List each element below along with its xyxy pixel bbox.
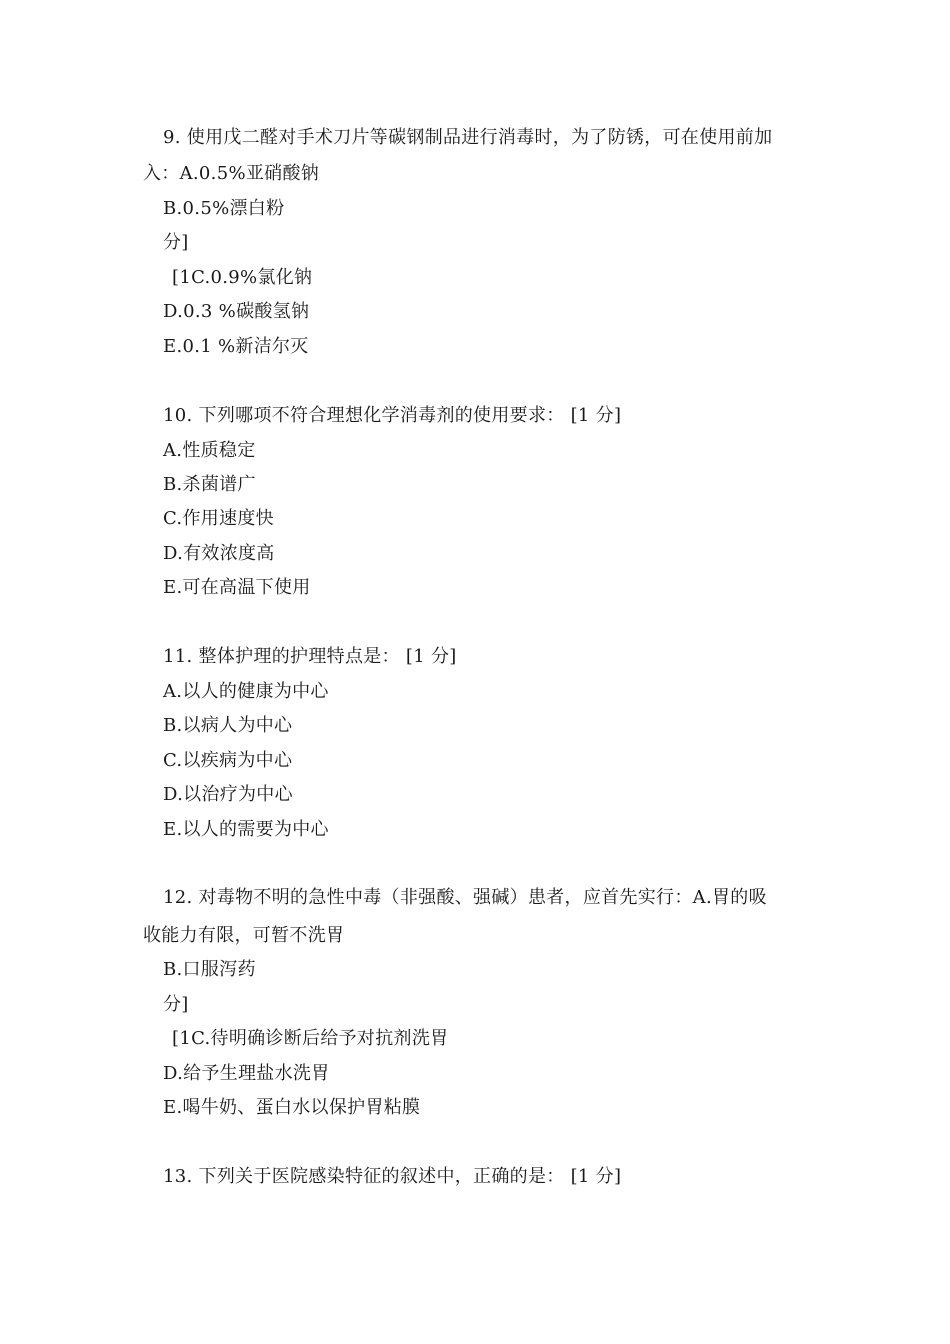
- q12-stem-line1: 12. 对毒物不明的急性中毒（非强酸、强碱）患者，应首先实行：A.胃的吸: [163, 887, 767, 908]
- q11-option-a: A.以人的健康为中心: [163, 681, 329, 702]
- q11-option-c: C.以疾病为中心: [163, 750, 293, 771]
- q10-option-b: B.杀菌谱广: [163, 474, 256, 495]
- q12-option-c: [1C.待明确诊断后给予对抗剂洗胃: [172, 1028, 449, 1049]
- q10-option-c: C.作用速度快: [163, 508, 274, 529]
- q12-option-d: D.给予生理盐水洗胃: [163, 1063, 330, 1084]
- q11-option-d: D.以治疗为中心: [163, 784, 293, 805]
- q12-stem-line2: 收能力有限，可暂不洗胃: [143, 925, 345, 946]
- q12-score-tail: 分]: [163, 994, 189, 1015]
- q12-option-e: E.喝牛奶、蛋白水以保护胃粘膜: [163, 1097, 421, 1118]
- q9-option-c: [1C.0.9%氯化钠: [172, 267, 313, 288]
- q9-stem-line1: 9. 使用戊二醛对手术刀片等碳钢制品进行消毒时，为了防锈，可在使用前加: [163, 127, 773, 148]
- q11-stem: 11. 整体护理的护理特点是： [1 分]: [163, 646, 457, 667]
- q11-option-e: E.以人的需要为中心: [163, 819, 329, 840]
- q9-option-e: E.0.1 %新洁尔灭: [163, 336, 309, 357]
- q12-option-b: B.口服泻药: [163, 959, 256, 980]
- q11-option-b: B.以病人为中心: [163, 715, 293, 736]
- q10-option-d: D.有效浓度高: [163, 543, 275, 564]
- q10-option-e: E.可在高温下使用: [163, 577, 311, 598]
- q9-score-tail: 分]: [163, 232, 189, 253]
- q13-stem: 13. 下列关于医院感染特征的叙述中，正确的是： [1 分]: [163, 1166, 622, 1187]
- q9-option-d: D.0.3 %碳酸氢钠: [163, 301, 310, 322]
- q9-stem-line2: 入：A.0.5%亚硝酸钠: [143, 163, 320, 184]
- q9-option-b: B.0.5%漂白粉: [163, 198, 285, 219]
- q10-stem: 10. 下列哪项不符合理想化学消毒剂的使用要求： [1 分]: [163, 405, 622, 426]
- q10-option-a: A.性质稳定: [163, 440, 256, 461]
